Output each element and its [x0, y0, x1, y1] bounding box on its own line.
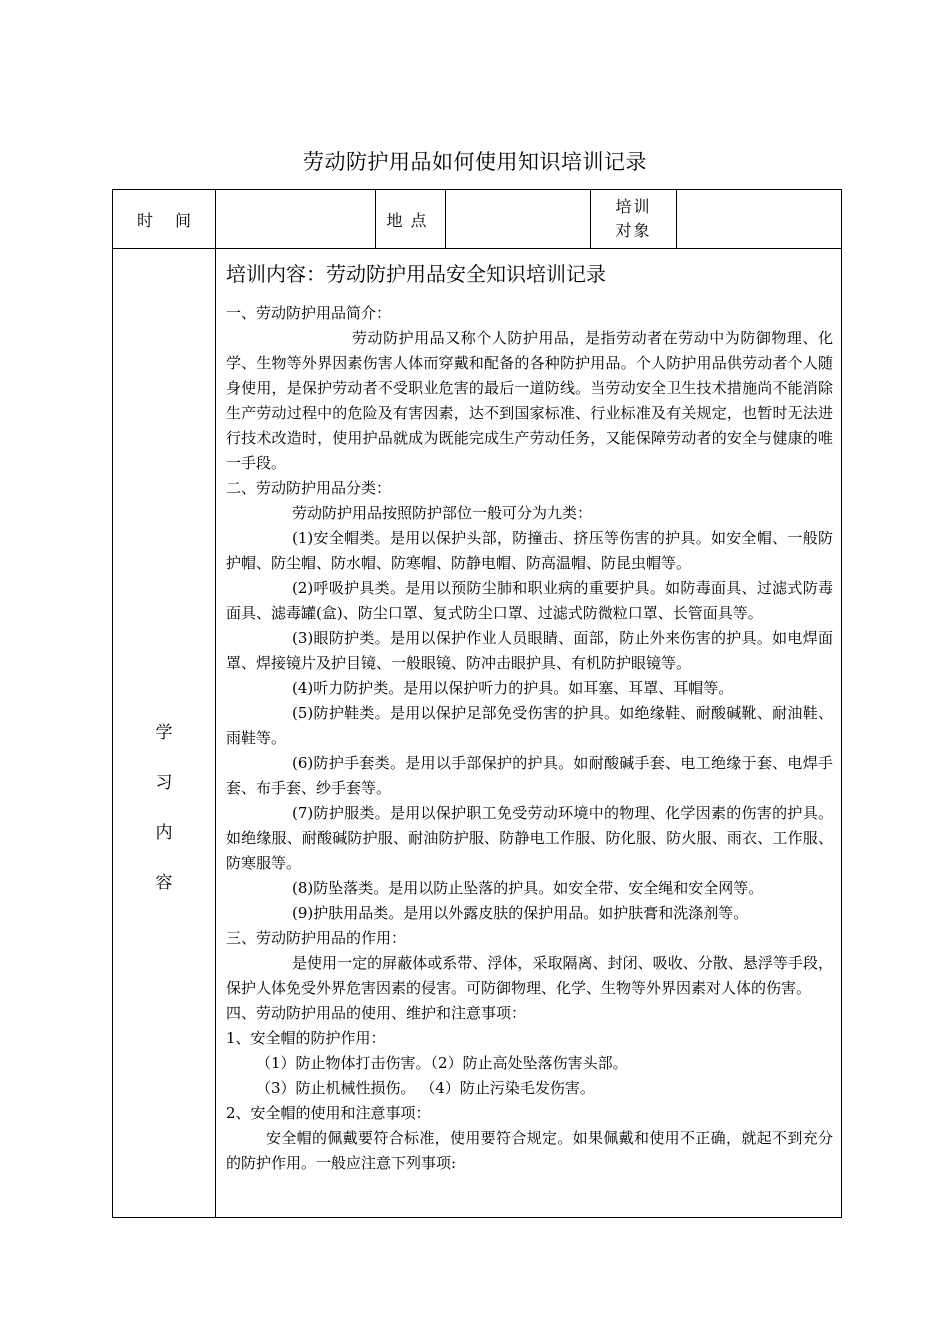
list-item: (1)安全帽类。是用以保护头部，防撞击、挤压等伤害的护具。如安全帽、一般防护帽、防尘帽、防水帽、防寒帽、防静电帽、防高温帽、防昆虫帽等。: [226, 529, 833, 572]
place-label: 地点: [376, 190, 446, 249]
time-value-cell[interactable]: [216, 190, 376, 249]
subsection-title: 1、安全帽的防护作用：: [226, 1029, 386, 1047]
header-row: [113, 190, 842, 249]
side-label-char: 容: [155, 873, 173, 893]
document-title: 劳动防护用品如何使用知识培训记录: [303, 150, 647, 174]
target-label-line2: 对象: [615, 221, 652, 240]
training-content-cell: [216, 249, 842, 1218]
side-label-char: 学: [155, 723, 173, 743]
time-label: 时间: [113, 190, 216, 249]
subsection-title: 2、安全帽的使用和注意事项：: [226, 1104, 431, 1122]
side-label-char: 内: [155, 823, 173, 843]
section-title: 四、劳动防护用品的使用、维护和注意事项：: [226, 1004, 527, 1022]
paragraph: 是使用一定的屏蔽体或系带、浮体，采取隔离、封闭、吸收、分散、悬浮等手段，保护人体免受外界危害因素的侵害。可防御物理、化学、生物等外界因素对人体的伤害。: [226, 954, 833, 997]
list-item: (9)护肤用品类。是用以外露皮肤的保护用品。如护肤膏和洗涤剂等。: [292, 904, 749, 922]
paragraph: 劳动防护用品又称个人防护用品，是指劳动者在劳动中为防御物理、化学、生物等外界因素伤害人体而穿戴和配备的各种防护用品。个人防护用品供劳动者个人随身使用，是保护劳动者不受职业危害的最后一道防线。当劳动安全卫生技术措施尚不能消除生产劳动过程中的危险及有害因素，达不到国家标准、行业标准及有关规定，也暂时无法进行技术改造时，使用护品就成为既能完成生产劳动任务，又能保障劳动者的安全与健康的唯一手段。: [226, 329, 833, 472]
place-value-cell[interactable]: [446, 190, 591, 249]
list-item: (7)防护服类。是用以保护职工免受劳动环境中的物理、化学因素的伤害的护具。如绝缘服、耐酸碱防护服、耐油防护服、防静电工作服、防化服、防火服、雨衣、工作服、防寒服等。: [226, 804, 833, 872]
list-line: （1）防止物体打击伤害。（2）防止高处坠落伤害头部。: [256, 1054, 628, 1072]
study-content-label: [113, 249, 216, 1218]
paragraph: 劳动防护用品按照防护部位一般可分为九类：: [292, 504, 593, 522]
target-value-cell[interactable]: [677, 190, 842, 249]
list-item: (6)防护手套类。是用以手部保护的护具。如耐酸碱手套、电工绝缘于套、电焊手套、布手套、纱手套等。: [226, 754, 833, 797]
section-title: 一、劳动防护用品简介：: [226, 304, 392, 322]
training-record-table: [112, 189, 842, 1218]
paragraph: 安全帽的佩戴要符合标准，使用要符合规定。如果佩戴和使用不正确，就起不到充分的防护作用。一般应注意下列事项:: [226, 1129, 833, 1172]
list-item: (8)防坠落类。是用以防止坠落的护具。如安全带、安全绳和安全网等。: [292, 879, 764, 897]
list-line: （3）防止机械性损伤。 （4）防止污染毛发伤害。: [256, 1079, 595, 1097]
list-item: (2)呼吸护具类。是用以预防尘肺和职业病的重要护具。如防毒面具、过滤式防毒面具、滤毒罐(盒)、防尘口罩、复式防尘口罩、过滤式防微粒口罩、长管面具等。: [226, 579, 833, 622]
content-row: [113, 249, 842, 1218]
list-item: (4)听力防护类。是用以保护听力的护具。如耳塞、耳罩、耳帽等。: [292, 679, 734, 697]
target-label: [591, 190, 677, 249]
section-title: 二、劳动防护用品分类：: [226, 479, 392, 497]
side-label-char: 习: [155, 773, 173, 793]
section-title: 三、劳动防护用品的作用：: [226, 929, 407, 947]
target-label-line1: 培训: [615, 197, 652, 216]
content-heading: 培训内容：劳动防护用品安全知识培训记录: [226, 262, 606, 286]
list-item: (5)防护鞋类。是用以保护足部免受伤害的护具。如绝缘鞋、耐酸碱靴、耐油鞋、雨鞋等。: [226, 704, 833, 747]
list-item: (3)眼防护类。是用以保护作业人员眼睛、面部，防止外来伤害的护具。如电焊面罩、焊接镜片及护目镜、一般眼镜、防冲击眼护具、有机防护眼镜等。: [226, 629, 833, 672]
